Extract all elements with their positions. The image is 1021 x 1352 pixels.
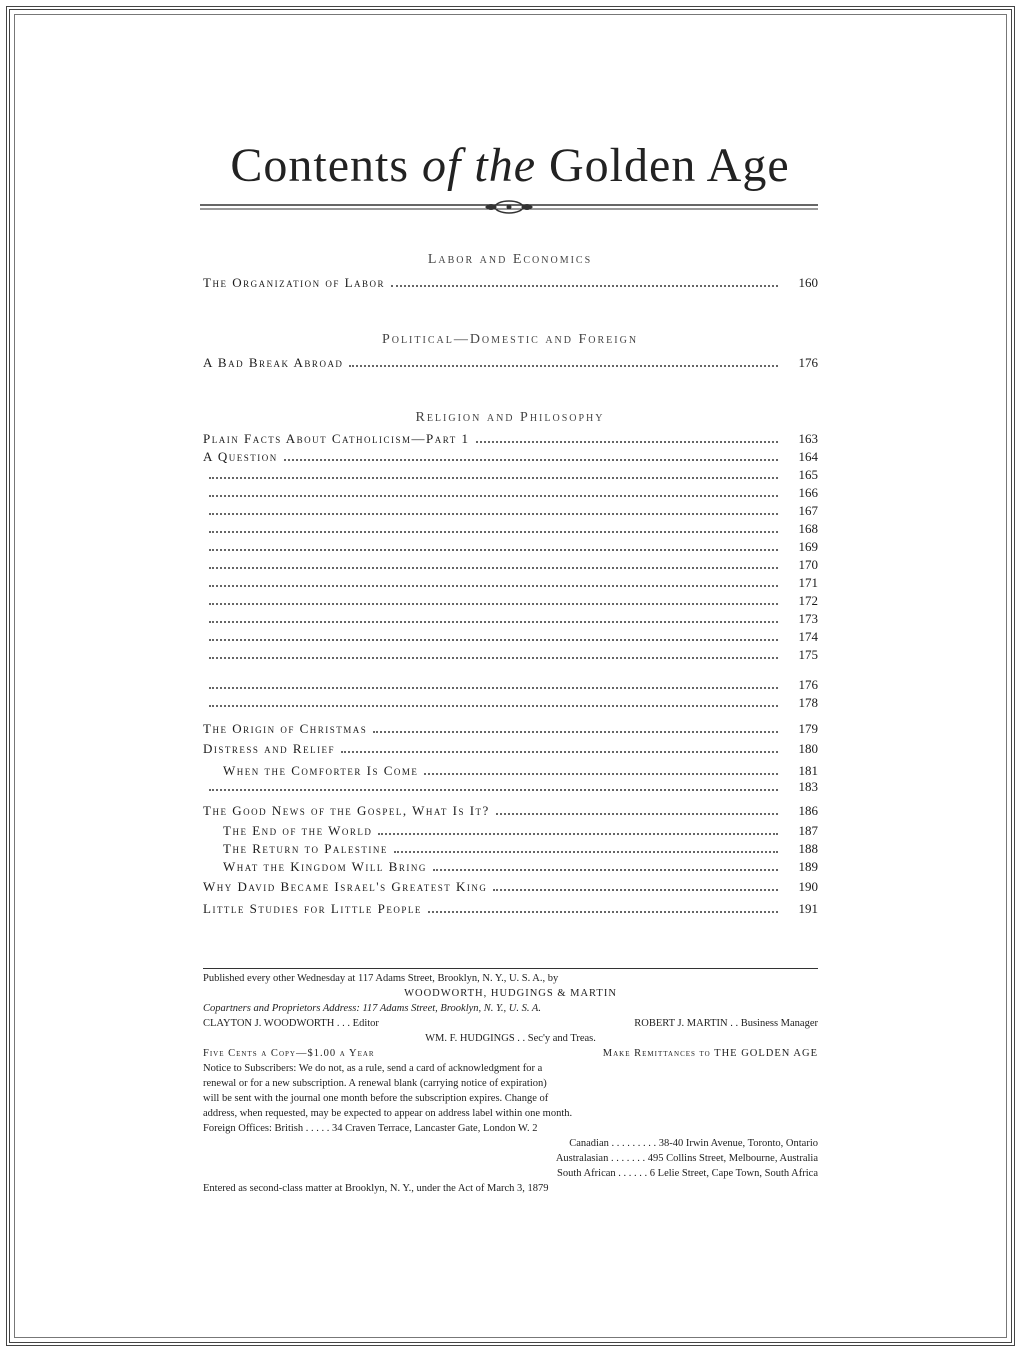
- toc-entry-page: 179: [798, 721, 818, 736]
- toc-entry: [203, 694, 818, 712]
- toc-leader-dots: [433, 859, 778, 871]
- toc-leader-dots: [209, 647, 778, 659]
- toc-entry-page: 187: [798, 823, 818, 838]
- toc-entry: [203, 740, 818, 758]
- toc-entry-title: Plain Facts About Catholicism—Part 1: [203, 431, 470, 446]
- toc-leader-dots: [209, 677, 778, 689]
- section-heading-political: Political—Domestic and Foreign: [381, 332, 639, 347]
- notice-line: Notice to Subscribers: We do not, as a rule, send a card of acknowledgment for a: [203, 1063, 543, 1074]
- toc-leader-dots: [341, 741, 778, 753]
- foreign-office-line: Foreign Offices: British . . . . . 34 Craven Terrace, Lancaster Gate, London W. 2: [203, 1123, 538, 1134]
- toc-entry-title: The Return to Palestine: [223, 841, 388, 856]
- toc-entry: [203, 720, 818, 738]
- toc-entry-page: 189: [798, 859, 818, 874]
- price-line: Five Cents a Copy—$1.00 a Year: [203, 1048, 375, 1059]
- toc-leader-dots: [476, 431, 779, 443]
- toc-leader-dots: [209, 503, 778, 515]
- entry-notice: Entered as second-class matter at Brooklyn, N. Y., under the Act of March 3, 1879: [203, 1183, 549, 1194]
- editor-line: CLAYTON J. WOODWORTH . . . Editor: [203, 1018, 379, 1029]
- toc-entry: [203, 466, 818, 484]
- toc-leader-dots: [209, 593, 778, 605]
- ornament-divider: [200, 200, 818, 214]
- toc-entry-page: 171: [798, 575, 818, 590]
- toc-leader-dots: [209, 467, 778, 479]
- manager-line: ROBERT J. MARTIN . . Business Manager: [634, 1018, 818, 1029]
- toc-leader-dots: [209, 521, 778, 533]
- toc-entry-page: 188: [798, 841, 818, 856]
- toc-entry-title: When the Comforter Is Come: [223, 763, 419, 778]
- toc-leader-dots: [209, 557, 778, 569]
- toc-leader-dots: [428, 901, 778, 913]
- toc-entry: [203, 448, 818, 466]
- section-heading-religion: Religion and Philosophy: [415, 410, 605, 425]
- remit-line: Make Remittances to THE GOLDEN AGE: [602, 1048, 818, 1059]
- toc-entry-page: 173: [798, 611, 818, 626]
- toc-entry-page: 174: [798, 629, 818, 644]
- toc-entry-page: 191: [798, 901, 818, 916]
- toc-entry: [203, 646, 818, 664]
- toc-entry: [203, 610, 818, 628]
- toc-entry-page: 176: [798, 355, 818, 370]
- toc-entry-title: Distress and Relief: [203, 741, 336, 756]
- title-part-italic: of the: [422, 139, 537, 192]
- toc-entry: [203, 802, 818, 820]
- toc-entry-page: 175: [798, 647, 818, 662]
- toc-entry: [203, 592, 818, 610]
- toc-entry-page: 178: [798, 695, 818, 710]
- toc-entry-title: A Question: [203, 449, 278, 464]
- notice-line: will be sent with the journal one month before the subscription expires. Change of: [203, 1093, 549, 1104]
- published-line: Published every other Wednesday at 117 Adams Street, Brooklyn, N. Y., U. S. A., by: [203, 973, 559, 984]
- foreign-office-line: Canadian . . . . . . . . . 38-40 Irwin Avenue, Toronto, Ontario: [569, 1138, 818, 1149]
- toc-entry: [203, 502, 818, 520]
- toc-leader-dots: [209, 629, 778, 641]
- toc-leader-dots: [209, 611, 778, 623]
- toc-leader-dots: [284, 449, 778, 461]
- toc-entry-page: 164: [798, 449, 818, 464]
- toc-leader-dots: [209, 779, 778, 791]
- toc-entry-page: 180: [798, 741, 818, 756]
- toc-entry-page: 176: [798, 677, 818, 692]
- toc-entry: [203, 354, 818, 372]
- toc-entry: [203, 676, 818, 694]
- toc-leader-dots: [209, 485, 778, 497]
- toc-entry-title: The Origin of Christmas: [203, 721, 368, 736]
- toc-entry-page: 169: [798, 539, 818, 554]
- section-heading-labor: Labor and Economics: [427, 252, 593, 267]
- publication-info: [203, 968, 818, 1196]
- toc-entry-title: The End of the World: [223, 823, 373, 838]
- toc-leader-dots: [496, 803, 778, 815]
- title-part-1: Contents: [230, 139, 423, 192]
- toc-entry: [203, 778, 818, 796]
- toc-entry: [203, 274, 818, 292]
- toc-leader-dots: [394, 841, 778, 853]
- toc-entry: [203, 520, 818, 538]
- toc-entry-title: Why David Became Israel's Greatest King: [203, 879, 488, 894]
- toc-leader-dots: [209, 539, 778, 551]
- secretary-line: WM. F. HUDGINGS . . Sec'y and Treas.: [425, 1033, 596, 1044]
- toc-entry: [203, 822, 818, 840]
- toc-entry-page: 160: [798, 275, 818, 290]
- toc-entry-page: 183: [798, 779, 818, 794]
- toc-leader-dots: [373, 721, 778, 733]
- toc-leader-dots: [378, 823, 778, 835]
- toc-entry-page: 167: [798, 503, 818, 518]
- toc-entry: [203, 574, 818, 592]
- toc-leader-dots: [424, 763, 778, 775]
- toc-entry-page: 170: [798, 557, 818, 572]
- notice-line: renewal or for a new subscription. A renewal blank (carrying notice of expiration): [203, 1078, 547, 1089]
- toc-entry-page: 181: [798, 763, 818, 778]
- proprietors-line: Copartners and Proprietors Address: 117 Adams Street, Brooklyn, N. Y., U. S. A.: [203, 1003, 541, 1014]
- toc-entry-title: Little Studies for Little People: [203, 901, 422, 916]
- toc-entry-title: What the Kingdom Will Bring: [223, 859, 427, 874]
- toc-entry: [203, 628, 818, 646]
- toc-entry-page: 168: [798, 521, 818, 536]
- foreign-office-line: South African . . . . . . 6 Lelie Street, Cape Town, South Africa: [557, 1168, 818, 1179]
- toc-entry-title: A Bad Break Abroad: [203, 355, 344, 370]
- toc-entry: [203, 900, 818, 918]
- toc-entry: [203, 556, 818, 574]
- toc-leader-dots: [209, 695, 778, 707]
- toc-entry-page: 165: [798, 467, 818, 482]
- page-title: [200, 138, 820, 193]
- toc-leader-dots: [391, 275, 778, 287]
- toc-entry-title: The Good News of the Gospel, What Is It?: [203, 803, 490, 818]
- notice-line: address, when requested, may be expected to appear on address label within one month.: [203, 1108, 573, 1119]
- toc-entry: [203, 840, 818, 858]
- foreign-office-line: Australasian . . . . . . . 495 Collins Street, Melbourne, Australia: [555, 1153, 818, 1164]
- toc-leader-dots: [209, 575, 778, 587]
- toc-leader-dots: [493, 879, 778, 891]
- toc-entry-page: 186: [798, 803, 818, 818]
- title-part-2: Golden Age: [536, 139, 790, 192]
- toc-entry-page: 163: [798, 431, 818, 446]
- toc-entry: [203, 858, 818, 876]
- toc-entry: [203, 430, 818, 448]
- toc-entry: [203, 538, 818, 556]
- toc-entry-page: 166: [798, 485, 818, 500]
- toc-entry: [203, 878, 818, 896]
- publisher-firm: WOODWORTH, HUDGINGS & MARTIN: [404, 988, 617, 999]
- toc-entry-page: 190: [798, 879, 818, 894]
- toc-entry: [203, 484, 818, 502]
- toc-entry-page: 172: [798, 593, 818, 608]
- toc-entry-title: The Organization of Labor: [203, 275, 386, 290]
- toc-leader-dots: [349, 355, 778, 367]
